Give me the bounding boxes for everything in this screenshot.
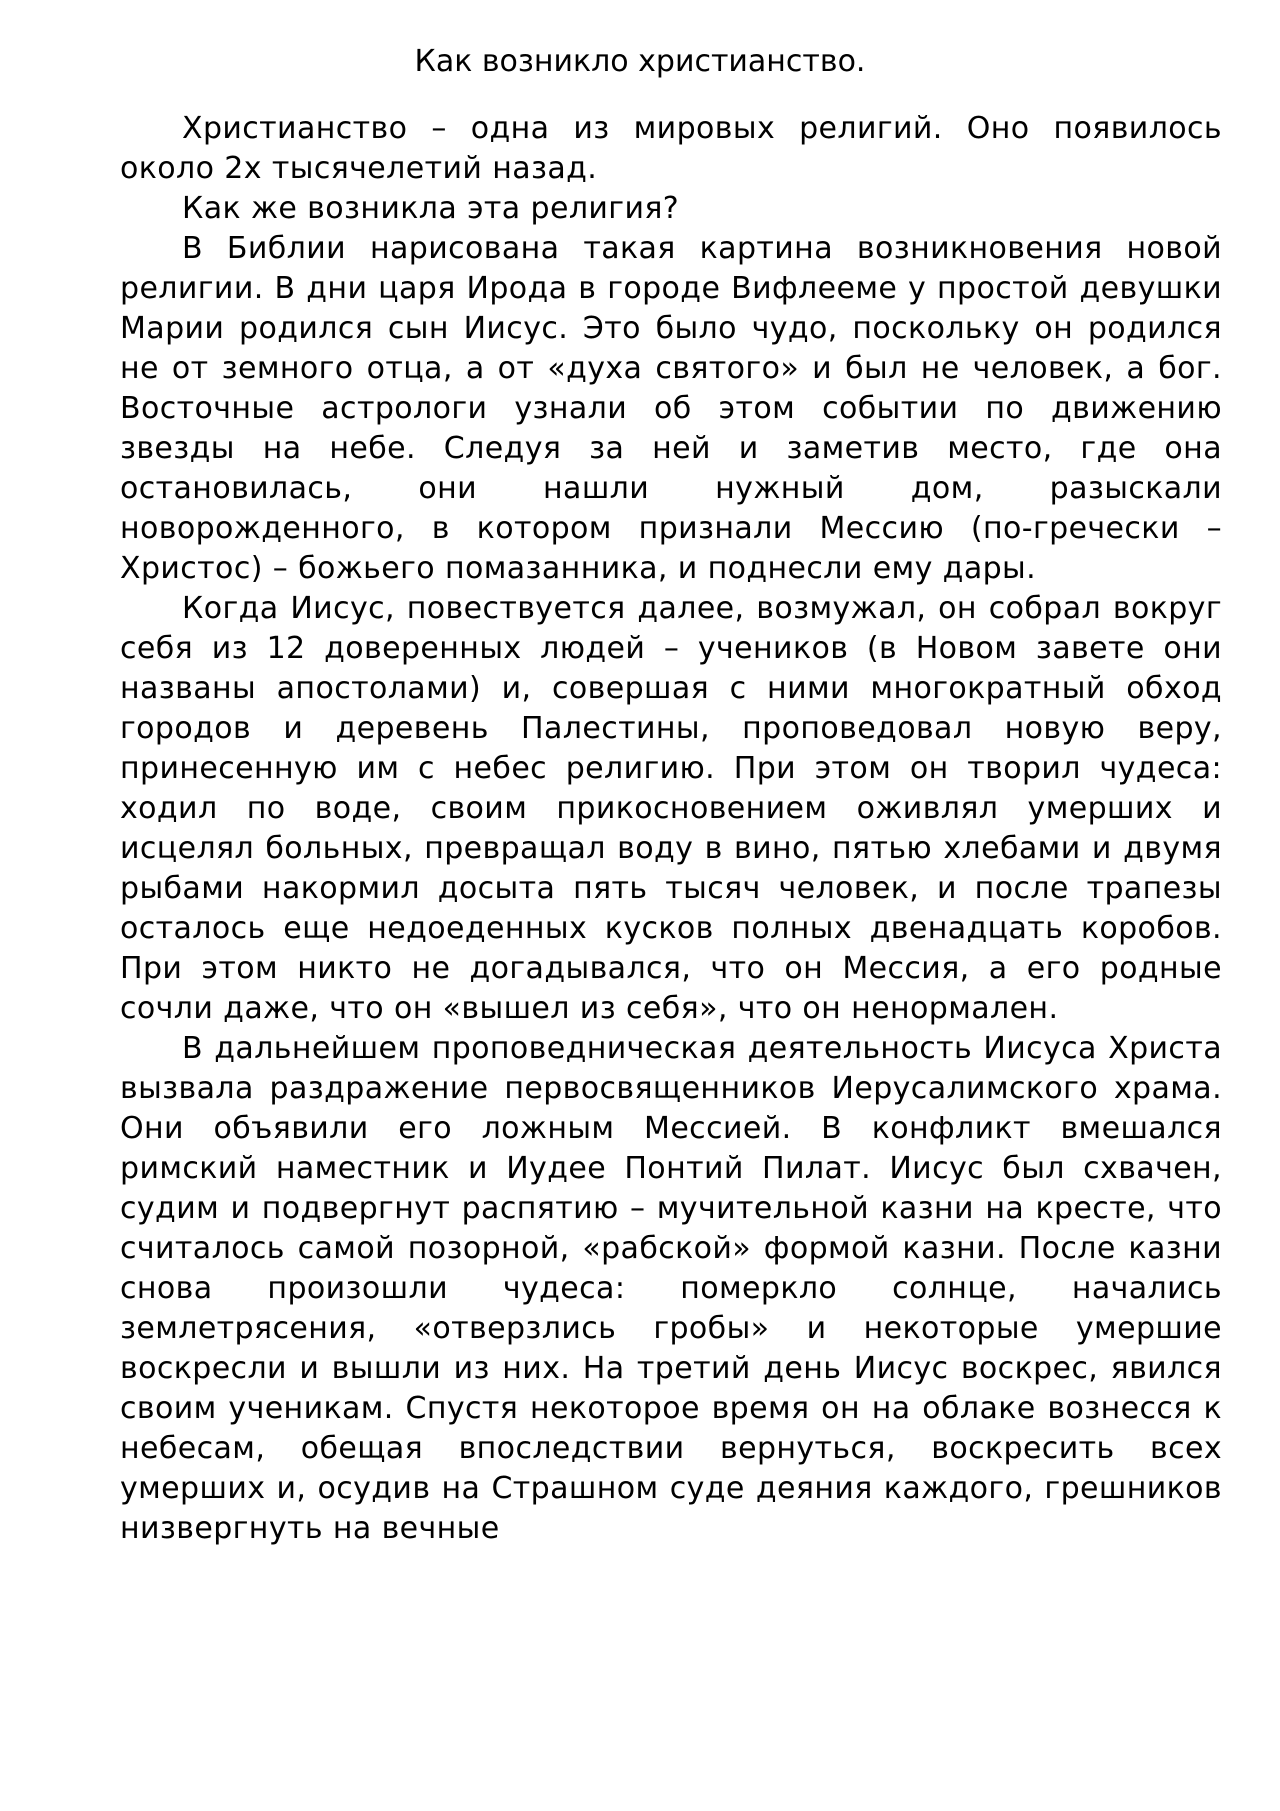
paragraph-teaching: Когда Иисус, повествуется далее, возмужал, он собрал вокруг себя из 12 доверенных людей – учеников (в Новом завете они названы апостолами) и, совершая с ними многократный обход городов и деревень Палестины, проповедовал новую веру, принесенную им с небес религию. При этом он творил чудеса: ходил по воде, своим прикосновением оживлял умерших и исцелял больных, превращал воду в вино, пятью хлебами и двумя рыбами накормил досыта пять тысяч человек, и после трапезы осталось еще недоеденных кусков полных двенадцать коробов. При этом никто не догадывался, что он Мессия, а его родные сочли даже, что он «вышел из себя», что он ненормален. — [120, 591, 1222, 1026]
paragraph-question: Как же возникла эта религия? — [182, 191, 680, 226]
paragraph-crucifixion: В дальнейшем проповедническая деятельность Иисуса Христа вызвала раздражение первосвященников Иерусалимского храма. Они объявили его ложным Мессией. В конфликт вмешался римский наместник и Иудее Понтий Пилат. Иисус был схвачен, судим и подвергнут распятию – мучительной казни на кресте, что считалось самой позорной, «рабской» формой казни. После казни снова произошли чудеса: померкло солнце, начались землетрясения, «отверзлись гробы» и некоторые умершие воскресли и вышли из них. На третий день Иисус воскрес, явился своим ученикам. Спустя некоторое время он на облаке вознесся к небесам, обещая впоследствии вернуться, воскресить всех умерших и, осудив на Страшном суде деяния каждого, грешников низвергнуть на вечные — [120, 1031, 1222, 1546]
paragraph-bible: В Библии нарисована такая картина возникновения новой религии. В дни царя Ирода в городе Вифлееме у простой девушки Марии родился сын Иисус. Это было чудо, поскольку он родился не от земного отца, а от «духа святого» и был не человек, а бог. Восточные астрологи узнали об этом событии по движению звезды на небе. Следуя за ней и заметив место, где она остановилась, они нашли нужный дом, разыскали новорожденного, в котором признали Мессию (по-гречески – Христос) – божьего помазанника, и поднесли ему дары. — [120, 231, 1222, 586]
paragraph-intro: Христианство – одна из мировых религий. Оно появилось около 2х тысячелетий назад. — [120, 111, 1222, 186]
document-body — [120, 109, 1222, 1549]
document-title: Как возникло христианство. — [414, 44, 866, 79]
